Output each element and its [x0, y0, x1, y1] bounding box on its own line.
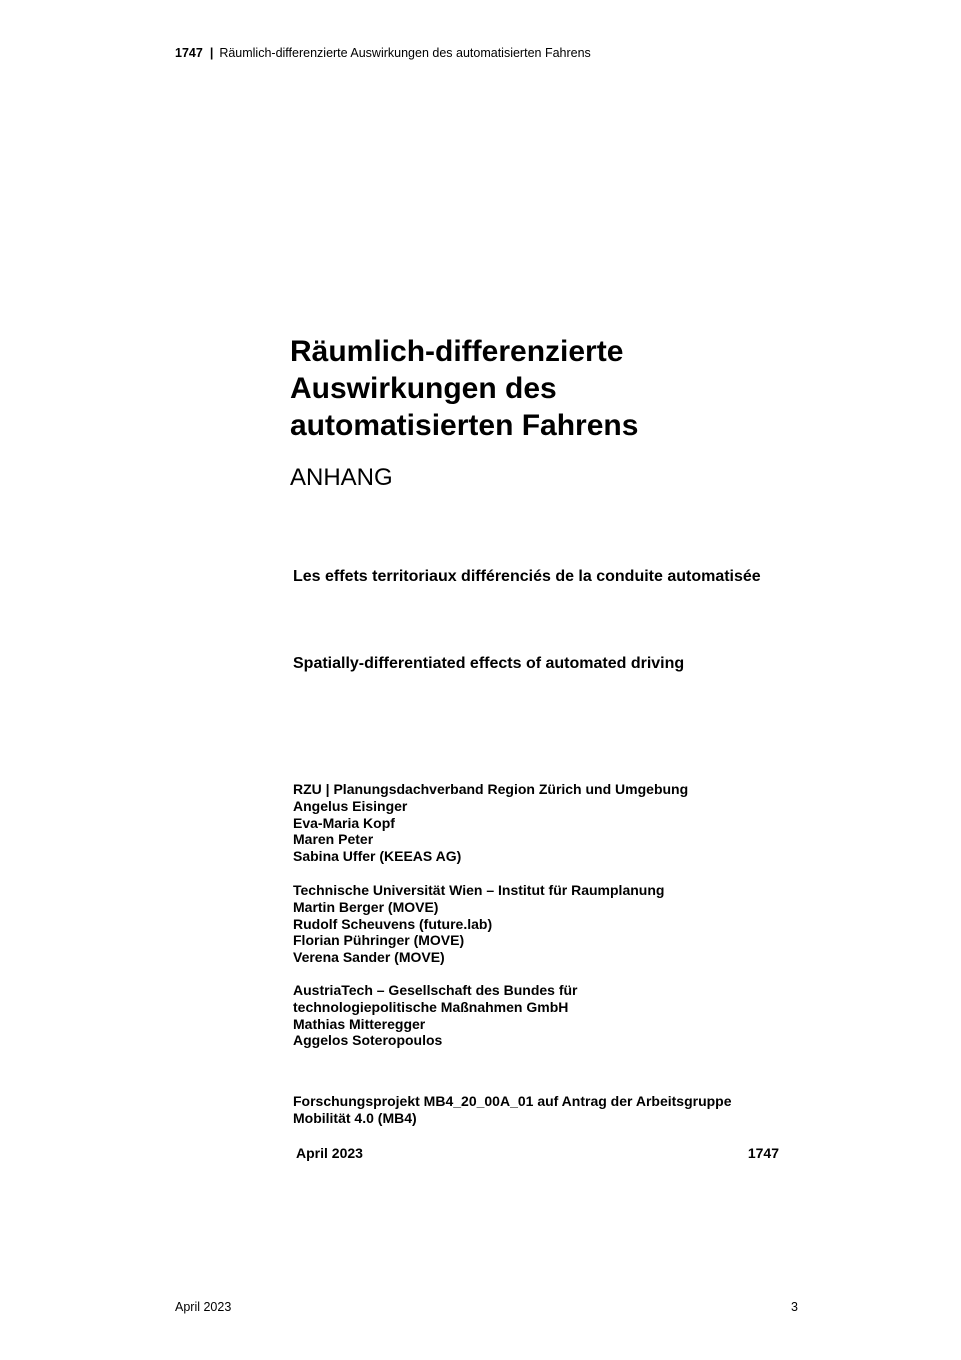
- header-report-number: 1747: [175, 46, 203, 60]
- institution-name: AustriaTech – Gesellschaft des Bundes für: [293, 982, 578, 998]
- project-line: Forschungsprojekt MB4_20_00A_01 auf Antrag der Arbeitsgruppe: [293, 1093, 732, 1109]
- publication-number: 1747: [747, 1145, 779, 1161]
- running-header: [175, 46, 591, 60]
- footer-page-number: 3: [791, 1300, 798, 1314]
- document-subtitle: ANHANG: [290, 464, 393, 491]
- author-name: Florian Pühringer (MOVE): [293, 932, 465, 949]
- author-group-rzu: [293, 781, 813, 865]
- author-name: Maren Peter: [293, 831, 374, 848]
- author-group-austriatech: [293, 982, 813, 1049]
- document-title: [290, 333, 850, 444]
- author-name: Sabina Uffer (KEEAS AG): [293, 848, 462, 865]
- author-name: Eva-Maria Kopf: [293, 814, 395, 831]
- header-running-title: Räumlich-differenzierte Auswirkungen des automatisierten Fahrens: [219, 46, 591, 60]
- publication-date: April 2023: [296, 1145, 363, 1161]
- author-name: Rudolf Scheuvens (future.lab): [293, 915, 493, 932]
- author-name: Aggelos Soteropoulos: [293, 1032, 443, 1049]
- french-title: Les effets territoriaux différenciés de la conduite automatisée: [293, 568, 761, 585]
- footer-date: April 2023: [175, 1300, 232, 1314]
- institution-name: Technische Universität Wien – Institut für Raumplanung: [293, 882, 665, 898]
- project-line: Mobilität 4.0 (MB4): [293, 1109, 417, 1126]
- institution-name: technologiepolitische Maßnahmen GmbH: [293, 998, 569, 1015]
- title-line: automatisierten Fahrens: [290, 409, 639, 442]
- author-name: Verena Sander (MOVE): [293, 949, 445, 966]
- title-line: Auswirkungen des: [290, 372, 557, 405]
- english-title: Spatially-differentiated effects of automated driving: [293, 655, 685, 672]
- institution-name: RZU | Planungsdachverband Region Zürich und Umgebung: [293, 781, 689, 797]
- title-line: Räumlich-differenzierte: [290, 335, 624, 368]
- author-name: Angelus Eisinger: [293, 797, 408, 814]
- author-name: Martin Berger (MOVE): [293, 898, 439, 915]
- project-info: [293, 1093, 813, 1127]
- author-group-tu-wien: [293, 882, 813, 966]
- author-name: Mathias Mitteregger: [293, 1015, 426, 1032]
- header-separator: |: [209, 46, 214, 60]
- publication-info: [296, 1145, 779, 1161]
